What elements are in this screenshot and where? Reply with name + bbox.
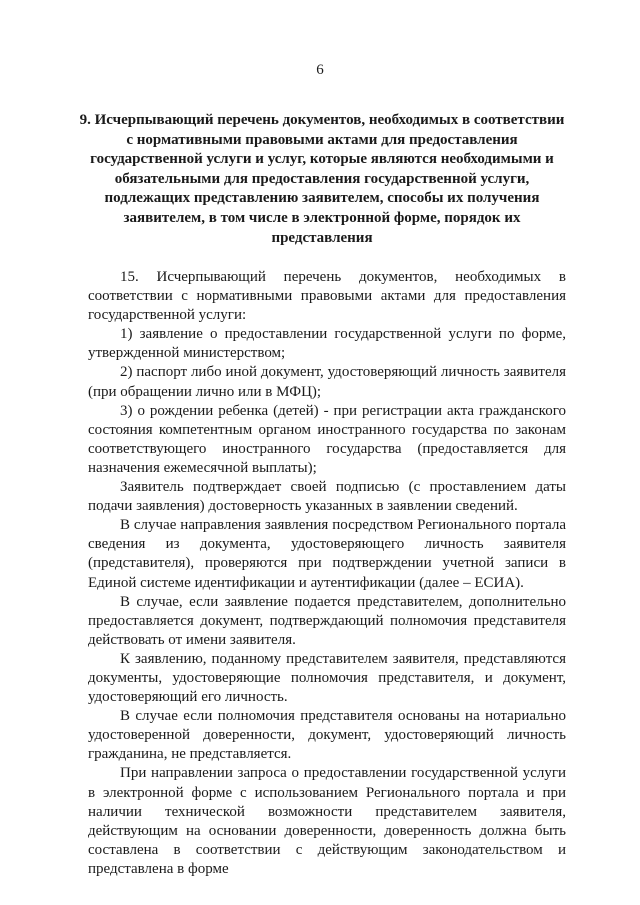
paragraph: 15. Исчерпывающий перечень документов, необходимых в соответствии с нормативными правовыми актами для предоставления государственной услуги:	[88, 269, 566, 324]
section-title: 9. Исчерпывающий перечень документов, необходимых в соответствии с нормативными правовыми актами для предоставления государственной услуги и услуг, которые являются необходимыми и обязательными для предоставления государственной услуги, подлежащих представлению заявителем, способы их получения заявителем, в том числе в электронной форме, порядок их представления	[79, 112, 565, 246]
paragraph: Заявитель подтверждает своей подписью (с проставлением даты подачи заявления) достоверность указанных в заявлении сведений.	[88, 479, 566, 515]
paragraph: 2) паспорт либо иной документ, удостоверяющий личность заявителя (при обращении лично или в МФЦ);	[88, 364, 566, 400]
paragraph: 3) о рождении ребенка (детей) - при регистрации акта гражданского состояния компетентным органом иностранного государства по законам соответствующего иностранного государства (предоставляется для назначения ежемесячной выплаты);	[88, 402, 566, 476]
paragraph: К заявлению, поданному представителем заявителя, представляются документы, удостоверяющие полномочия представителя, и документ, удостоверяющий его личность.	[88, 650, 566, 706]
paragraph: В случае, если заявление подается представителем, дополнительно предоставляется документ, подтверждающий полномочия представителя действовать от имени заявителя.	[88, 593, 566, 648]
paragraph: В случае направления заявления посредством Регионального портала сведения из документа, удостоверяющего личность заявителя (представителя), проверяются при подтверждении учетной записи в Единой системе идентификации и аутентификации (далее – ЕСИА).	[88, 517, 566, 591]
page-number: 6	[316, 62, 324, 78]
paragraph: При направлении запроса о предоставлении государственной услуги в электронной форме с использованием Регионального портала и при наличии технической возможности представителем заявителя, действующим на основании доверенности, доверенность должна быть составлена в соответствии с действующим законодательством и представлена в форме	[88, 765, 566, 877]
paragraph: 1) заявление о предоставлении государственной услуги по форме, утвержденной министерством;	[88, 326, 566, 362]
paragraph: В случае если полномочия представителя основаны на нотариально удостоверенной доверенности, документ, удостоверяющий личность гражданина, не представляется.	[88, 708, 566, 763]
document-body	[88, 268, 566, 879]
